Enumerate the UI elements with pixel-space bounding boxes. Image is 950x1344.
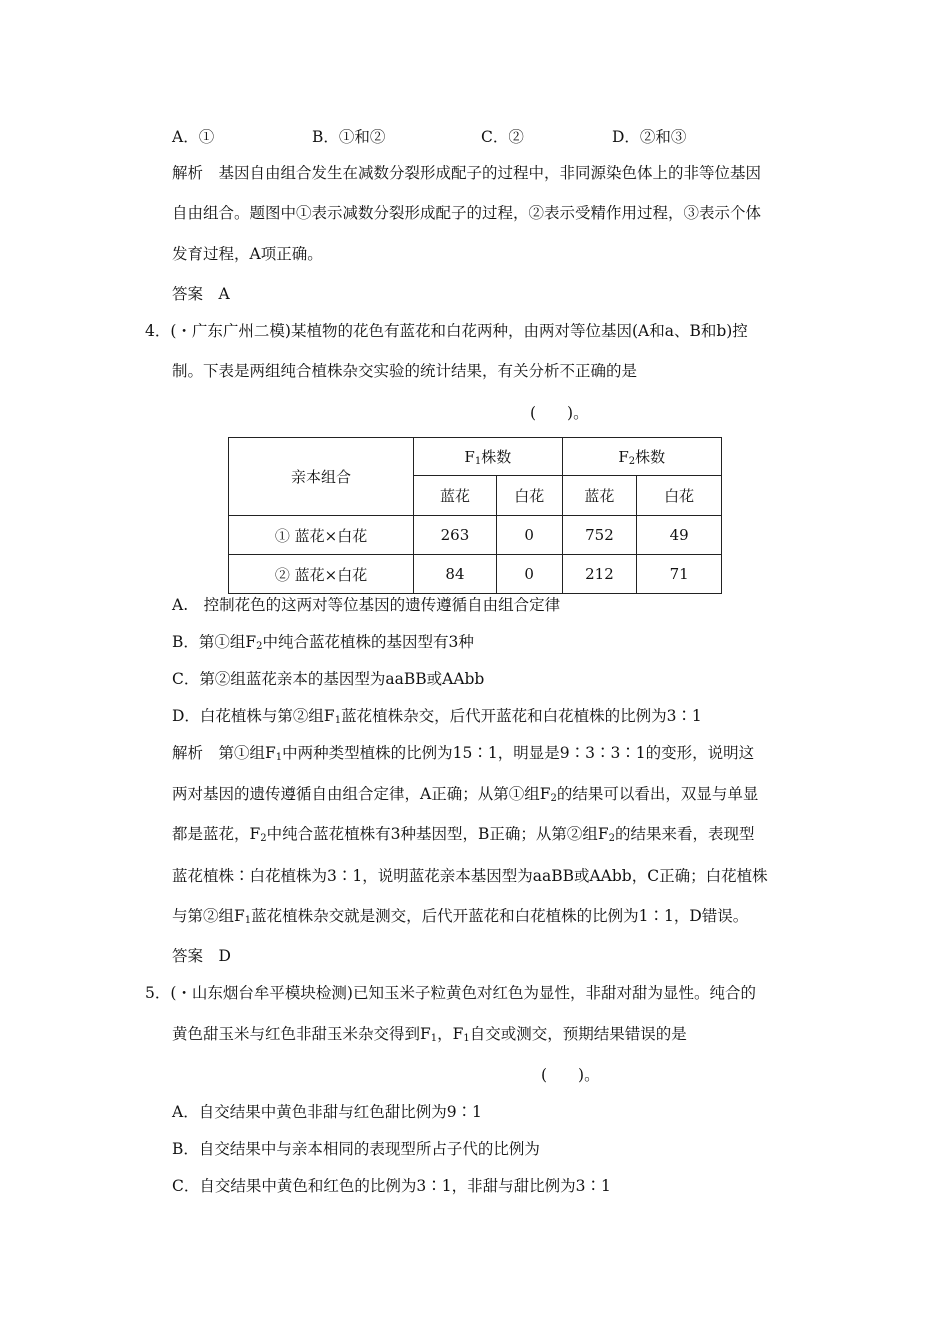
q3-option-a: A．①: [172, 128, 215, 146]
q4-analysis-line-3: 都是蓝花，$F_2$中纯合蓝花植株有3种基因型，B正确；从第②组$F_2$的结果来看，表现型: [172, 825, 755, 844]
q4-stem-line-1: 4．(・广东广州二模)某植物的花色有蓝花和白花两种，由两对等位基因(A和a、B和b)控: [145, 322, 748, 340]
q3-answer: 答案 A: [172, 285, 230, 303]
table-subheader-f1-blue: 蓝花: [414, 476, 497, 516]
q3-analysis-line-3: 发育过程，A项正确。: [172, 245, 323, 263]
q3-option-c: C．②: [481, 128, 524, 146]
q4-option-d: D．白花植株与第②组$F_1$蓝花植株杂交，后代开蓝花和白花植株的比例为3∶1: [172, 707, 702, 726]
table-cell-label: ② 蓝花×白花: [229, 555, 414, 594]
q5-option-a: A．自交结果中黄色非甜与红色甜比例为9∶1: [172, 1103, 482, 1121]
q4-option-b: B．第①组$F_2$中纯合蓝花植株的基因型有3种: [172, 633, 474, 652]
q4-answer: 答案 D: [172, 947, 231, 965]
table-row: [229, 555, 722, 594]
table-subheader-f2-blue: 蓝花: [562, 476, 637, 516]
table-cell: 752: [562, 516, 637, 555]
q4-analysis-line-1: 解析 第①组$F_1$中两种类型植株的比例为15∶1，明显是9∶3∶3∶1的变形，说明这: [172, 744, 755, 763]
q5-option-b: B．自交结果中与亲本相同的表现型所占子代的比例为: [172, 1140, 540, 1158]
table-cell: 0: [496, 555, 562, 594]
table-subheader-f2-white: 白花: [637, 476, 722, 516]
table-cell: 84: [414, 555, 497, 594]
q3-analysis-line-2: 自由组合。题图中①表示减数分裂形成配子的过程，②表示受精作用过程，③表示个体: [172, 204, 762, 222]
table-cell-label: ① 蓝花×白花: [229, 516, 414, 555]
q4-stem-line-2: 制。下表是两组纯合植株杂交实验的统计结果，有关分析不正确的是: [172, 362, 638, 380]
table-header-parent: 亲本组合: [229, 438, 414, 516]
q4-option-c: C．第②组蓝花亲本的基因型为aaBB或AAbb: [172, 670, 485, 688]
table-cell: 49: [637, 516, 722, 555]
q4-analysis-line-4: 蓝花植株∶白花植株为3∶1，说明蓝花亲本基因型为aaBB或AAbb，C正确；白花植株: [172, 867, 768, 885]
q3-option-b: B．①和②: [312, 128, 386, 146]
q5-answer-blank: ( )。: [541, 1066, 600, 1084]
q5-option-c: C．自交结果中黄色和红色的比例为3∶1，非甜与甜比例为3∶1: [172, 1177, 611, 1195]
table-row: [229, 516, 722, 555]
table-subheader-f1-white: 白花: [496, 476, 562, 516]
q4-answer-blank: ( )。: [530, 404, 589, 422]
q4-analysis-line-5: 与第②组$F_1$蓝花植株杂交就是测交，后代开蓝花和白花植株的比例为1∶1，D错误。: [172, 907, 749, 926]
table-header-f1: $F_1$株数: [414, 438, 562, 476]
q3-option-d: D．②和③: [612, 128, 687, 146]
table-cell: 71: [637, 555, 722, 594]
table-cell: 212: [562, 555, 637, 594]
table-header-f2: $F_2$株数: [562, 438, 721, 476]
q5-stem-line-2: 黄色甜玉米与红色非甜玉米杂交得到$F_1$，$F_1$自交或测交，预期结果错误的是: [172, 1025, 687, 1044]
table-cell: 0: [496, 516, 562, 555]
q4-option-a: A. 控制花色的这两对等位基因的遗传遵循自由组合定律: [172, 596, 561, 614]
q4-data-table: [228, 437, 722, 594]
q4-analysis-line-2: 两对基因的遗传遵循自由组合定律，A正确；从第①组$F_2$的结果可以看出，双显与单显: [172, 785, 759, 804]
table-cell: 263: [414, 516, 497, 555]
q3-analysis-line-1: 解析 基因自由组合发生在减数分裂形成配子的过程中，非同源染色体上的非等位基因: [172, 164, 762, 182]
q5-stem-line-1: 5．(・山东烟台牟平模块检测)已知玉米子粒黄色对红色为显性，非甜对甜为显性。纯合的: [145, 984, 756, 1002]
